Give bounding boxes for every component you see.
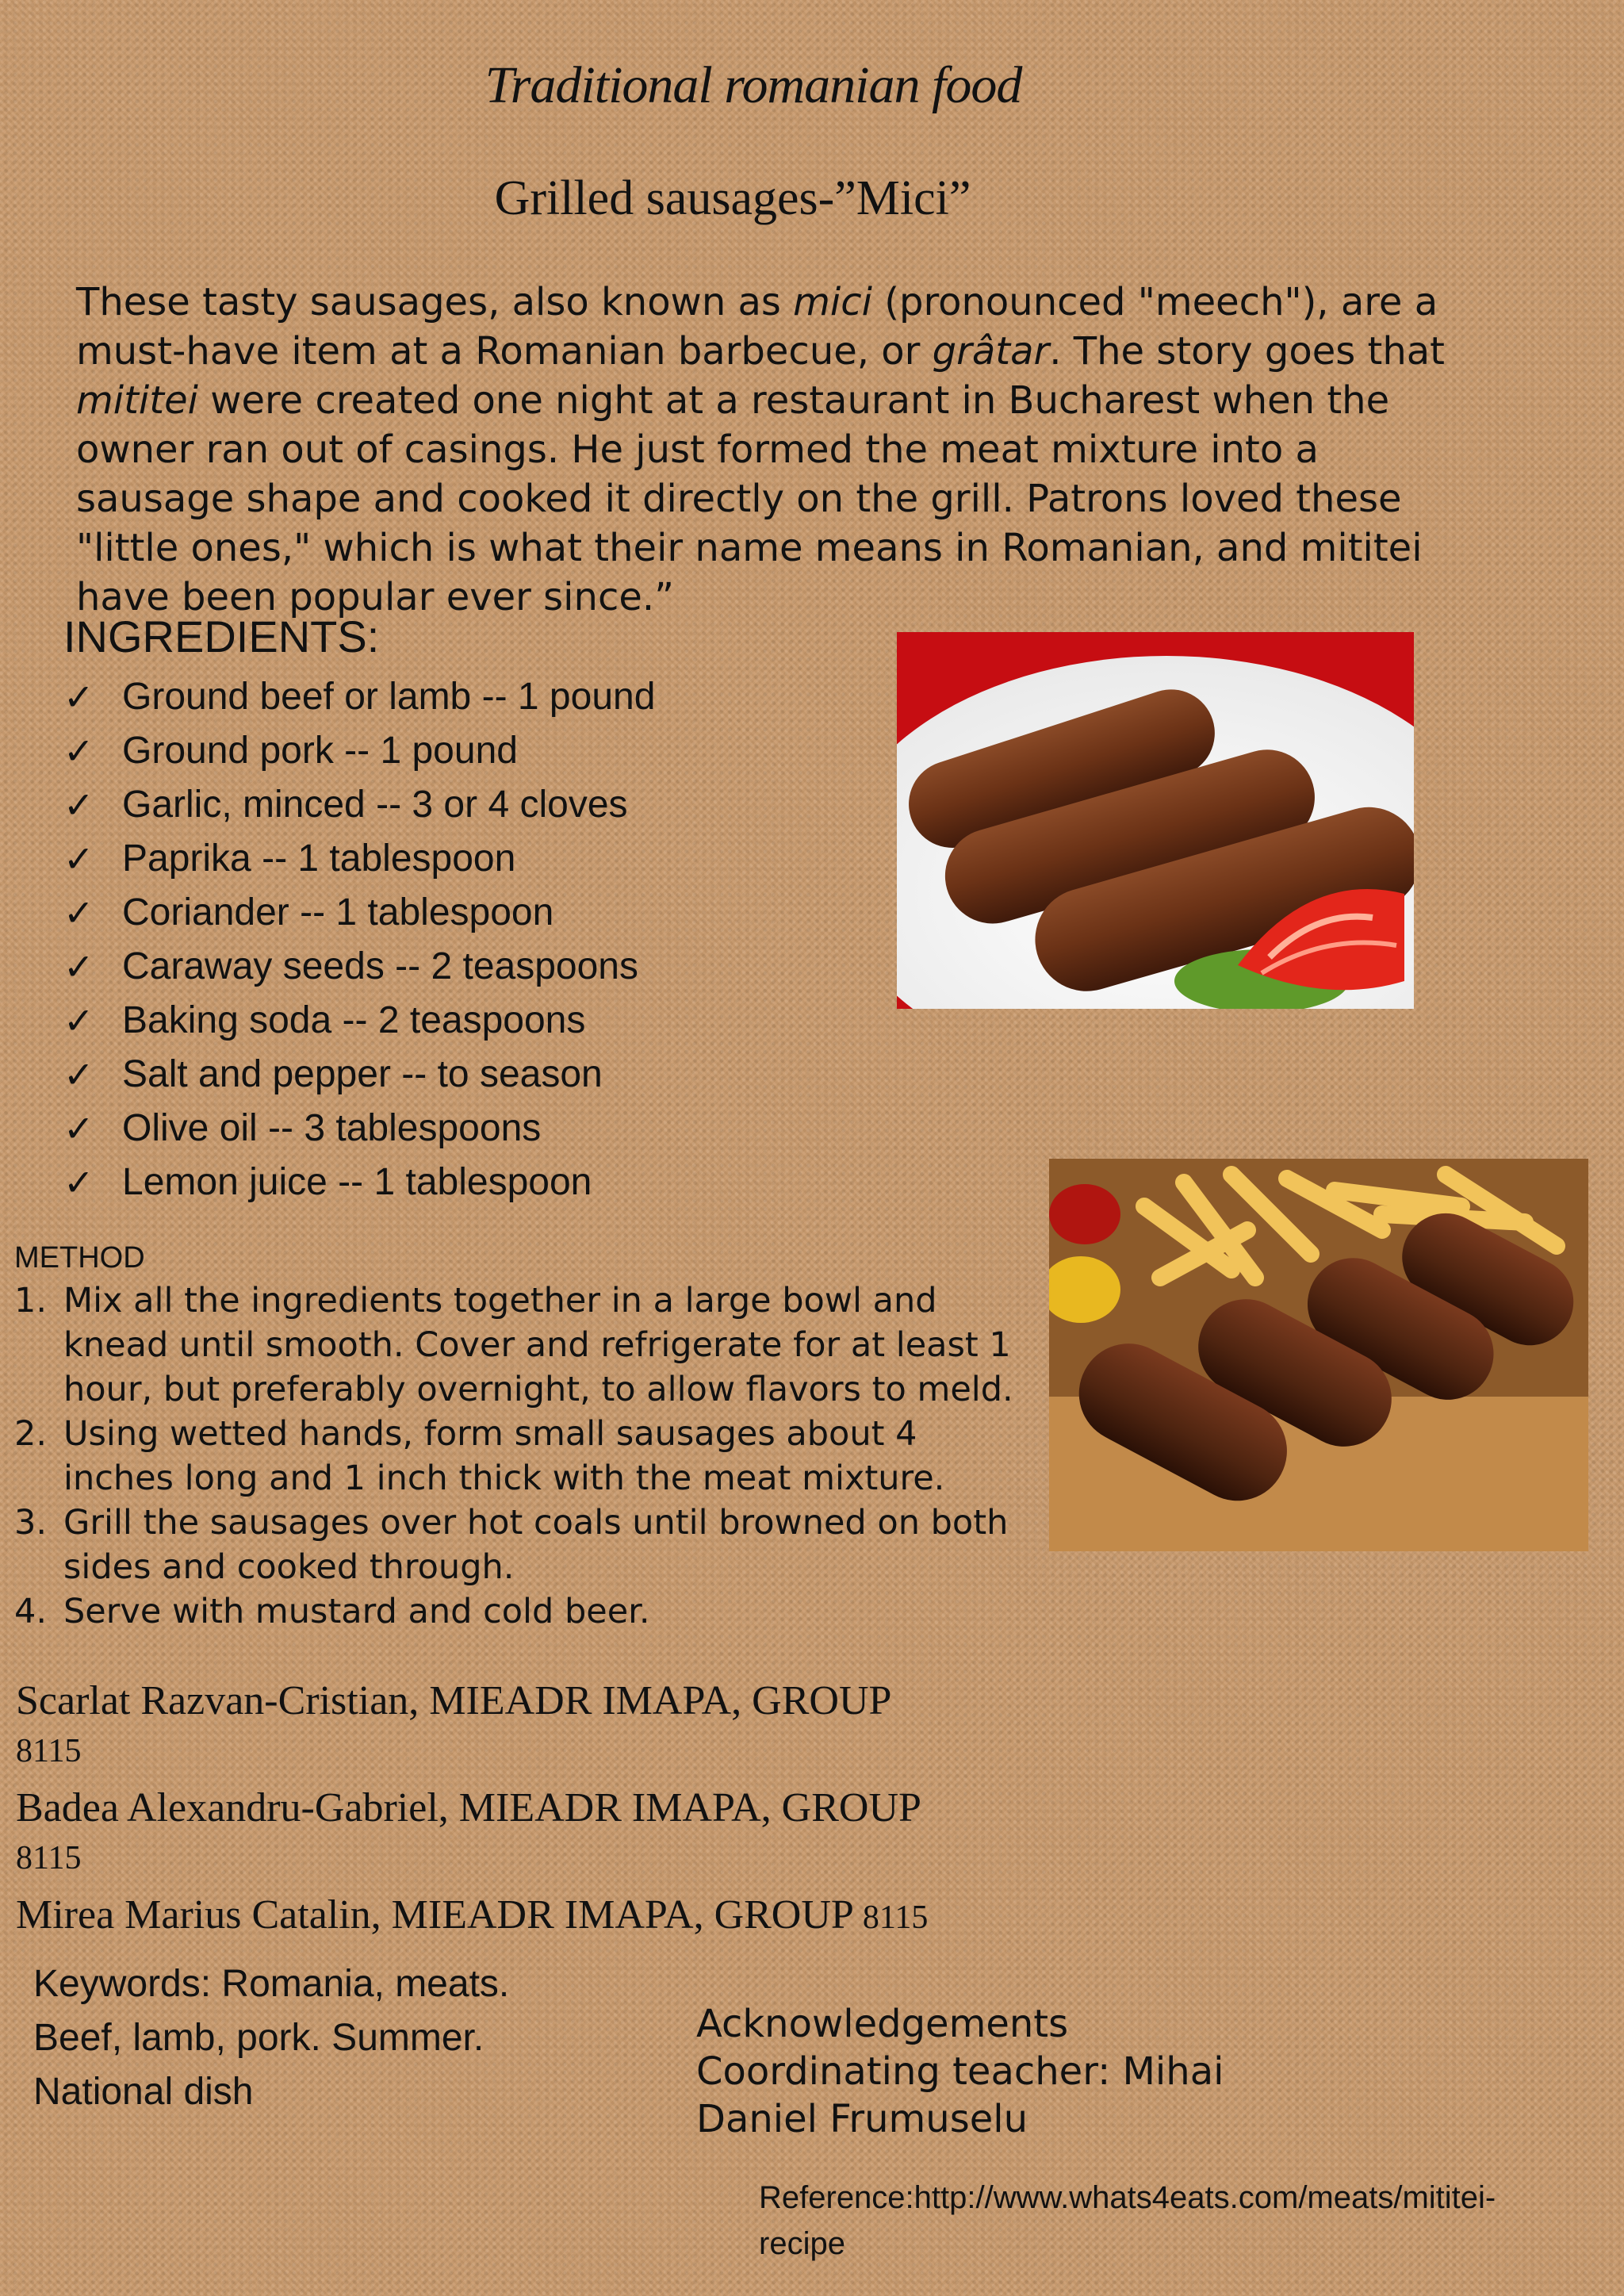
checkmark-icon: ✓: [63, 730, 94, 772]
ingredient-text: Ground beef or lamb -- 1 pound: [122, 676, 656, 718]
method-step: [14, 1278, 1037, 1412]
mici-fries-photo: [1049, 1159, 1588, 1551]
checkmark-icon: ✓: [63, 784, 94, 826]
ingredient-text: Lemon juice -- 1 tablespoon: [122, 1161, 592, 1203]
keywords-line: Beef, lamb, pork. Summer.: [33, 2017, 485, 2059]
step-text: Grill the sausages over hot coals until browned on both sides and cooked through.: [63, 1503, 1009, 1587]
ingredient-item: [63, 670, 655, 724]
keywords-line: Keywords: Romania, meats.: [33, 1963, 510, 2005]
step-text: Serve with mustard and cold beer.: [63, 1592, 650, 1631]
ingredient-text: Caraway seeds -- 2 teaspoons: [122, 945, 638, 987]
method-heading: METHOD: [14, 1241, 145, 1274]
ingredients-heading: INGREDIENTS:: [63, 611, 380, 661]
step-text: Using wetted hands, form small sausages about 4 inches long and 1 inch thick with the meat mixture.: [63, 1414, 945, 1498]
ingredient-item: [63, 778, 655, 832]
ingredient-item: [63, 832, 655, 886]
ingredient-item: [63, 886, 655, 940]
ingredient-text: Salt and pepper -- to season: [122, 1053, 603, 1095]
reference-url-cont: recipe: [759, 2226, 845, 2261]
ingredient-text: Ground pork -- 1 pound: [122, 730, 518, 772]
checkmark-icon: ✓: [63, 1053, 94, 1096]
ingredient-text: Coriander -- 1 tablespoon: [122, 891, 554, 933]
intro-paragraph: These tasty sausages, also known as mici (pronounced "meech"), are a must-have item at a Romanian barbecue, or grâtar. The story goes that mititei were created one night at a restaurant in Bucharest when the owner ran out of casings. He just formed the meat mixture into a sausage shape and cooked it directly on the grill. Patrons loved these "little ones," which is what their name means in Romanian, and mititei have been popular ever since.”: [76, 280, 1445, 619]
checkmark-icon: ✓: [63, 999, 94, 1042]
method-step: [14, 1412, 1037, 1501]
keywords-line: National dish: [33, 2071, 254, 2113]
ingredient-item: [63, 724, 655, 778]
page-title: Traditional romanian food: [485, 56, 1022, 114]
checkmark-icon: ✓: [63, 891, 94, 934]
checkmark-icon: ✓: [63, 945, 94, 988]
checkmark-icon: ✓: [63, 676, 94, 719]
ingredient-item: [63, 994, 655, 1048]
dish-subtitle: Grilled sausages-”Mici”: [494, 171, 971, 225]
step-number: 4.: [14, 1592, 48, 1631]
step-text: Mix all the ingredients together in a large bowl and knead until smooth. Cover and refrigerate for at least 1 hour, but preferably overnight, to allow flavors to meld.: [63, 1281, 1013, 1409]
method-list: [14, 1278, 1037, 1634]
ingredient-item: [63, 940, 655, 994]
step-number: 3.: [14, 1503, 48, 1543]
step-number: 1.: [14, 1281, 48, 1320]
ingredient-text: Paprika -- 1 tablespoon: [122, 838, 516, 880]
step-number: 2.: [14, 1414, 48, 1454]
acknowledgements-heading: Acknowledgements: [696, 2002, 1069, 2046]
ingredient-item: [63, 1156, 655, 1209]
acknowledgements-line: Daniel Frumuselu: [696, 2097, 1028, 2141]
ingredient-text: Olive oil -- 3 tablespoons: [122, 1107, 542, 1149]
acknowledgements: [696, 2000, 1224, 2143]
ingredient-text: Baking soda -- 2 teaspoons: [122, 999, 586, 1041]
ingredient-text: Garlic, minced -- 3 or 4 cloves: [122, 784, 628, 826]
author-scarlat: Scarlat Razvan-Cristian, MIEADR IMAPA, GROUP 8115: [16, 1678, 892, 1769]
ingredient-item: [63, 1102, 655, 1156]
author-badea: Badea Alexandru-Gabriel, MIEADR IMAPA, GROUP 8115: [16, 1785, 921, 1876]
mici-plate-photo: [897, 632, 1414, 1009]
checkmark-icon: ✓: [63, 1161, 94, 1204]
ingredients-list: [63, 670, 655, 1209]
author-mirea: Mirea Marius Catalin, MIEADR IMAPA, GROUP 8115: [16, 1892, 929, 1938]
checkmark-icon: ✓: [63, 838, 94, 880]
reference-url: Reference:http://www.whats4eats.com/meats/mititei-: [759, 2180, 1496, 2215]
checkmark-icon: ✓: [63, 1107, 94, 1150]
method-step: [14, 1589, 1037, 1634]
reference: [759, 2175, 1591, 2267]
ingredient-item: [63, 1048, 655, 1102]
keywords: [33, 1957, 509, 2119]
acknowledgements-line: Coordinating teacher: Mihai: [696, 2049, 1224, 2094]
method-step: [14, 1501, 1037, 1589]
